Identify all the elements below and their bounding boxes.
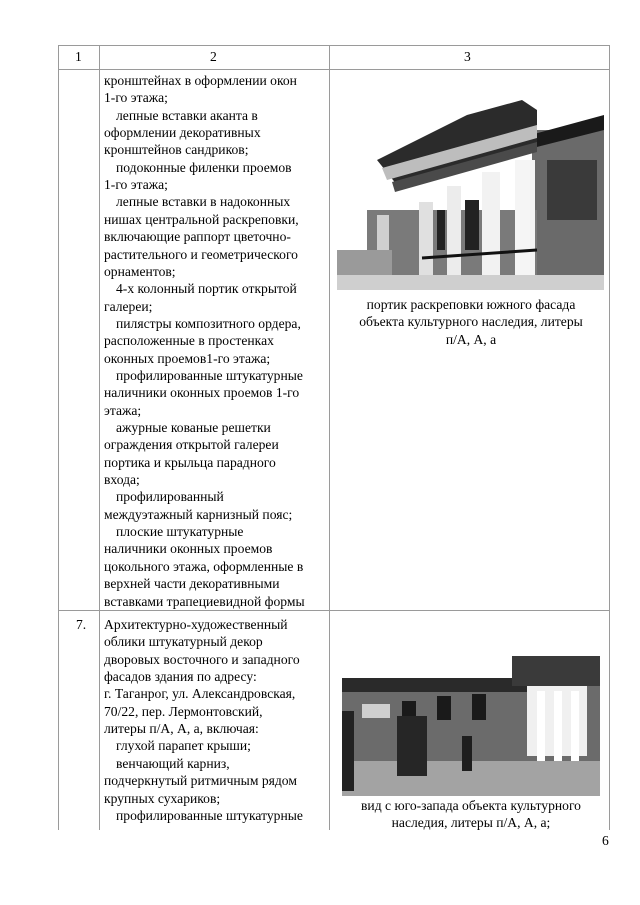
text-line: профилированные штукатурные [116, 367, 303, 383]
text-line: литеры п/А, А, а, включая: [104, 721, 259, 737]
text-line: входа; [104, 472, 140, 488]
text-line: оформлении декоративных [104, 125, 261, 141]
text-line: нишах центральной раскреповки, [104, 211, 299, 227]
text-line: включающие раппорт цветочно- [104, 229, 291, 245]
text-line: г. Таганрог, ул. Александровская, [104, 686, 296, 702]
text-line: подоконные филенки проемов [116, 159, 292, 175]
text-line: фасадов здания по адресу: [104, 669, 257, 685]
header-col-3: 3 [464, 49, 471, 64]
text-line: плоские штукатурные [116, 524, 244, 540]
text-line: расположенные в простенках [104, 333, 274, 349]
text-line: 1-го этажа; [104, 177, 168, 193]
text-line: галереи; [104, 298, 153, 314]
header-col-2: 2 [210, 49, 217, 64]
caption-line: объекта культурного наследия, литеры [359, 314, 583, 330]
text-line: вставками трапециевидной формы [104, 593, 305, 609]
text-line: глухой парапет крыши; [116, 738, 251, 754]
photo-portico-south-facade [337, 90, 604, 290]
text-line: 4-х колонный портик открытой [116, 281, 297, 297]
caption-line: вид с юго-запада объекта культурного [361, 798, 581, 813]
text-line: венчающий карниз, [116, 755, 230, 771]
text-line: 1-го этажа; [104, 90, 168, 106]
table-top-border [58, 45, 610, 46]
text-line: этажа; [104, 402, 142, 418]
text-line: наличники оконных проемов 1-го [104, 385, 300, 401]
text-line: 70/22, пер. Лермонтовский, [104, 703, 263, 719]
table-right-border [609, 45, 610, 830]
table-left-border [58, 45, 59, 830]
caption-line: наследия, литеры п/А, А, а; [391, 815, 551, 831]
text-line: подчеркнутый ритмичным рядом [104, 773, 297, 789]
text-line: орнаментов; [104, 263, 176, 279]
text-line: лепные вставки в надоконных [116, 194, 291, 210]
text-line: кронштейнов сандриков; [104, 142, 249, 158]
row-divider [58, 610, 610, 611]
column-divider-1 [99, 45, 100, 830]
text-line: ажурные кованые решетки [116, 420, 271, 435]
text-line: крупных сухариков; [104, 790, 221, 806]
photo-southwest-caption [335, 797, 607, 832]
text-line: дворовых восточного и западного [104, 651, 300, 667]
page-number: 6 [602, 833, 609, 848]
text-line: цокольного этажа, оформленные в [104, 558, 304, 574]
text-line: ограждения открытой галереи [104, 437, 279, 453]
text-line: портика и крыльца парадного [104, 454, 276, 470]
column-divider-2 [329, 45, 330, 830]
text-line: Архитектурно-художественный [104, 617, 288, 632]
text-line: лепные вставки аканта в [116, 107, 258, 123]
text-line: междуэтажный карнизный пояс; [104, 506, 293, 522]
text-line: оконных проемов1-го этажа; [104, 350, 271, 366]
text-line: растительного и геометрического [104, 246, 298, 262]
text-line: профилированные штукатурные [116, 807, 303, 823]
text-line: наличники оконных проемов [104, 541, 273, 557]
text-line: профилированный [116, 489, 224, 505]
text-line: кронштейнах в оформлении окон [104, 73, 297, 88]
text-line: пилястры композитного ордера, [116, 315, 301, 331]
header-row-divider [58, 69, 610, 70]
row-7-number: 7. [76, 617, 87, 632]
caption-line: п/А, А, а [445, 331, 497, 347]
photo-southwest-view [342, 656, 600, 796]
header-col-1: 1 [75, 49, 82, 64]
text-line: облики штукатурный декор [104, 634, 263, 650]
text-line: верхней части декоративными [104, 576, 280, 592]
caption-line: портик раскреповки южного фасада [366, 297, 576, 312]
photo-portico-caption [335, 296, 607, 348]
